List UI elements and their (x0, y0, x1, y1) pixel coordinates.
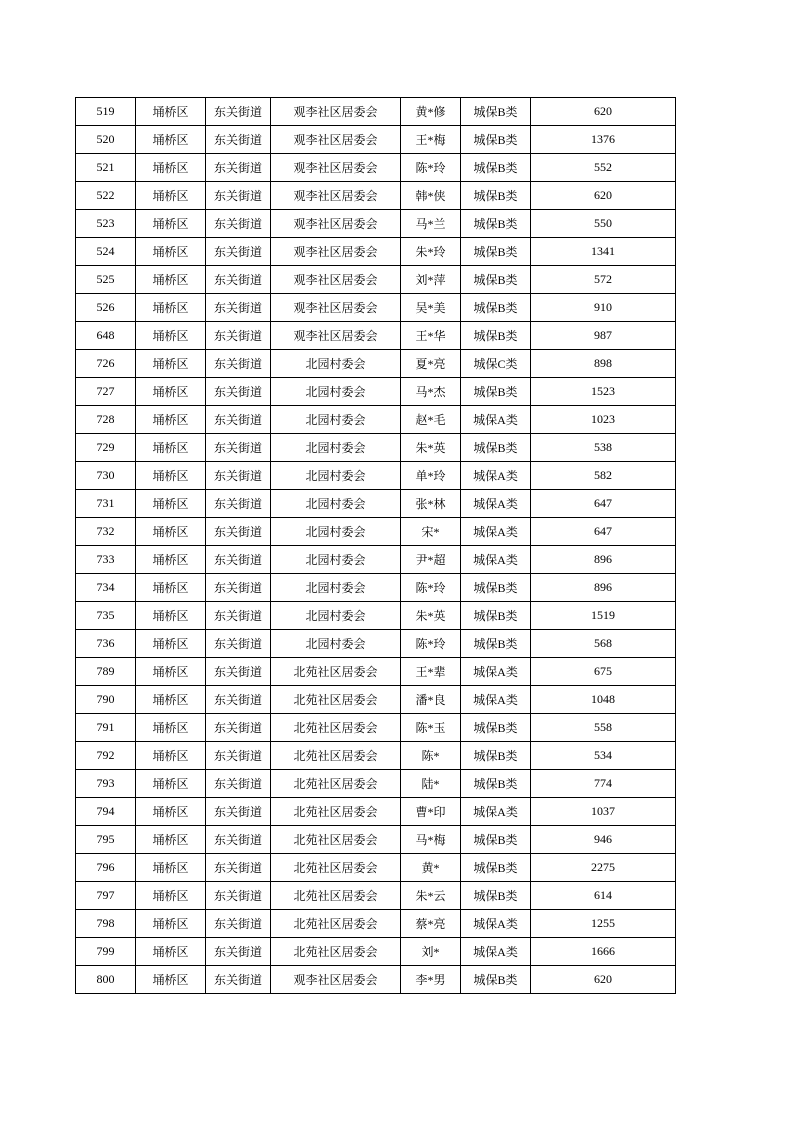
table-cell: 东关街道 (206, 546, 271, 574)
table-cell: 城保B类 (461, 434, 531, 462)
table-cell: 埇桥区 (136, 266, 206, 294)
table-cell: 观李社区居委会 (271, 98, 401, 126)
table-row (76, 686, 676, 714)
table-cell: 572 (531, 266, 676, 294)
table-cell: 东关街道 (206, 826, 271, 854)
table-cell: 729 (76, 434, 136, 462)
table-cell: 王*华 (401, 322, 461, 350)
table-cell: 898 (531, 350, 676, 378)
table-cell: 东关街道 (206, 322, 271, 350)
table-cell: 523 (76, 210, 136, 238)
table-cell: 522 (76, 182, 136, 210)
table-cell: 北苑社区居委会 (271, 714, 401, 742)
table-cell: 陆* (401, 770, 461, 798)
table-cell: 552 (531, 154, 676, 182)
table-row (76, 574, 676, 602)
table-cell: 558 (531, 714, 676, 742)
table-cell: 北苑社区居委会 (271, 882, 401, 910)
table-cell: 东关街道 (206, 462, 271, 490)
table-cell: 799 (76, 938, 136, 966)
table-row (76, 770, 676, 798)
table-cell: 埇桥区 (136, 126, 206, 154)
table-cell: 城保B类 (461, 266, 531, 294)
table-cell: 埇桥区 (136, 154, 206, 182)
table-cell: 526 (76, 294, 136, 322)
table-cell: 埇桥区 (136, 826, 206, 854)
table-cell: 东关街道 (206, 602, 271, 630)
table-cell: 东关街道 (206, 882, 271, 910)
table-cell: 524 (76, 238, 136, 266)
table-cell: 730 (76, 462, 136, 490)
table-cell: 726 (76, 350, 136, 378)
table-cell: 城保A类 (461, 546, 531, 574)
table-cell: 896 (531, 574, 676, 602)
table-cell: 埇桥区 (136, 798, 206, 826)
table-cell: 北苑社区居委会 (271, 938, 401, 966)
table-cell: 东关街道 (206, 714, 271, 742)
table-cell: 727 (76, 378, 136, 406)
table-cell: 538 (531, 434, 676, 462)
table-cell: 观李社区居委会 (271, 182, 401, 210)
table-cell: 城保B类 (461, 742, 531, 770)
table-cell: 城保A类 (461, 406, 531, 434)
table-cell: 陈*玲 (401, 574, 461, 602)
table-row (76, 154, 676, 182)
table-row (76, 966, 676, 994)
table-cell: 马*兰 (401, 210, 461, 238)
table-cell: 夏*亮 (401, 350, 461, 378)
table-cell: 李*男 (401, 966, 461, 994)
table-cell: 北园村委会 (271, 378, 401, 406)
table-cell: 614 (531, 882, 676, 910)
table-cell: 埇桥区 (136, 378, 206, 406)
table-row (76, 434, 676, 462)
table-cell: 647 (531, 490, 676, 518)
table-cell: 796 (76, 854, 136, 882)
table-cell: 埇桥区 (136, 742, 206, 770)
table-cell: 987 (531, 322, 676, 350)
table-cell: 534 (531, 742, 676, 770)
table-cell: 519 (76, 98, 136, 126)
table-cell: 北园村委会 (271, 434, 401, 462)
table-cell: 埇桥区 (136, 546, 206, 574)
table-row (76, 658, 676, 686)
table-cell: 城保B类 (461, 882, 531, 910)
benefits-table (75, 97, 676, 994)
table-body (76, 98, 676, 994)
table-cell: 789 (76, 658, 136, 686)
table-cell: 埇桥区 (136, 854, 206, 882)
table-cell: 城保A类 (461, 798, 531, 826)
table-cell: 550 (531, 210, 676, 238)
table-cell: 王*辈 (401, 658, 461, 686)
table-row (76, 210, 676, 238)
table-cell: 张*林 (401, 490, 461, 518)
table-cell: 北苑社区居委会 (271, 686, 401, 714)
table-cell: 1037 (531, 798, 676, 826)
table-cell: 埇桥区 (136, 518, 206, 546)
table-cell: 城保C类 (461, 350, 531, 378)
table-cell: 埇桥区 (136, 630, 206, 658)
table-cell: 800 (76, 966, 136, 994)
table-cell: 陈*玲 (401, 630, 461, 658)
table-cell: 东关街道 (206, 770, 271, 798)
table-cell: 观李社区居委会 (271, 210, 401, 238)
table-cell: 北园村委会 (271, 406, 401, 434)
table-cell: 620 (531, 966, 676, 994)
table-cell: 东关街道 (206, 98, 271, 126)
table-cell: 埇桥区 (136, 98, 206, 126)
table-cell: 城保B类 (461, 98, 531, 126)
table-cell: 东关街道 (206, 490, 271, 518)
table-cell: 陈* (401, 742, 461, 770)
table-row (76, 602, 676, 630)
table-cell: 韩*侠 (401, 182, 461, 210)
table-row (76, 490, 676, 518)
table-cell: 1048 (531, 686, 676, 714)
table-cell: 黄* (401, 854, 461, 882)
table-cell: 733 (76, 546, 136, 574)
table-cell: 东关街道 (206, 434, 271, 462)
table-row (76, 294, 676, 322)
table-cell: 东关街道 (206, 126, 271, 154)
table-cell: 北园村委会 (271, 350, 401, 378)
table-cell: 946 (531, 826, 676, 854)
table-cell: 城保B类 (461, 826, 531, 854)
table-cell: 埇桥区 (136, 574, 206, 602)
table-row (76, 826, 676, 854)
table-cell: 北园村委会 (271, 462, 401, 490)
table-cell: 观李社区居委会 (271, 154, 401, 182)
table-cell: 东关街道 (206, 518, 271, 546)
table-cell: 东关街道 (206, 658, 271, 686)
table-cell: 东关街道 (206, 378, 271, 406)
table-cell: 东关街道 (206, 182, 271, 210)
table-cell: 埇桥区 (136, 434, 206, 462)
table-cell: 东关街道 (206, 910, 271, 938)
table-cell: 埇桥区 (136, 966, 206, 994)
table-cell: 城保B类 (461, 210, 531, 238)
table-cell: 734 (76, 574, 136, 602)
table-cell: 埇桥区 (136, 686, 206, 714)
table-cell: 城保A类 (461, 938, 531, 966)
table-cell: 793 (76, 770, 136, 798)
table-cell: 埇桥区 (136, 910, 206, 938)
table-row (76, 882, 676, 910)
table-cell: 北苑社区居委会 (271, 658, 401, 686)
table-cell: 东关街道 (206, 966, 271, 994)
table-cell: 城保B类 (461, 378, 531, 406)
table-cell: 521 (76, 154, 136, 182)
table-cell: 791 (76, 714, 136, 742)
table-cell: 埇桥区 (136, 602, 206, 630)
table-cell: 宋* (401, 518, 461, 546)
table-cell: 896 (531, 546, 676, 574)
table-cell: 埇桥区 (136, 294, 206, 322)
table-cell: 朱*英 (401, 602, 461, 630)
table-cell: 埇桥区 (136, 658, 206, 686)
table-cell: 北园村委会 (271, 518, 401, 546)
table-row (76, 546, 676, 574)
table-cell: 城保B类 (461, 322, 531, 350)
table-cell: 910 (531, 294, 676, 322)
table-cell: 城保B类 (461, 966, 531, 994)
table-cell: 城保A类 (461, 910, 531, 938)
table-cell: 城保B类 (461, 126, 531, 154)
table-cell: 曹*印 (401, 798, 461, 826)
table-cell: 731 (76, 490, 136, 518)
table-cell: 朱*英 (401, 434, 461, 462)
table-cell: 北苑社区居委会 (271, 826, 401, 854)
table-cell: 埇桥区 (136, 210, 206, 238)
table-cell: 城保B类 (461, 574, 531, 602)
table-cell: 东关街道 (206, 406, 271, 434)
table-cell: 埇桥区 (136, 350, 206, 378)
table-row (76, 182, 676, 210)
table-cell: 东关街道 (206, 938, 271, 966)
table-cell: 北园村委会 (271, 546, 401, 574)
table-cell: 埇桥区 (136, 938, 206, 966)
table-cell: 王*梅 (401, 126, 461, 154)
table-cell: 城保A类 (461, 658, 531, 686)
table-row (76, 630, 676, 658)
table-row (76, 322, 676, 350)
table-cell: 东关街道 (206, 798, 271, 826)
table-cell: 北园村委会 (271, 602, 401, 630)
table-row (76, 406, 676, 434)
table-cell: 东关街道 (206, 574, 271, 602)
table-cell: 北苑社区居委会 (271, 770, 401, 798)
table-cell: 城保B类 (461, 770, 531, 798)
table-cell: 798 (76, 910, 136, 938)
table-row (76, 518, 676, 546)
table-cell: 1023 (531, 406, 676, 434)
table-cell: 2275 (531, 854, 676, 882)
table-cell: 城保B类 (461, 238, 531, 266)
table-cell: 观李社区居委会 (271, 322, 401, 350)
table-row (76, 798, 676, 826)
table-cell: 埇桥区 (136, 490, 206, 518)
table-cell: 732 (76, 518, 136, 546)
table-cell: 735 (76, 602, 136, 630)
table-cell: 城保B类 (461, 154, 531, 182)
table-cell: 埇桥区 (136, 462, 206, 490)
table-cell: 北园村委会 (271, 574, 401, 602)
table-cell: 774 (531, 770, 676, 798)
table-cell: 东关街道 (206, 154, 271, 182)
table-cell: 观李社区居委会 (271, 238, 401, 266)
table-row (76, 266, 676, 294)
table-cell: 北园村委会 (271, 630, 401, 658)
table-cell: 城保B类 (461, 182, 531, 210)
table-cell: 尹*超 (401, 546, 461, 574)
table-cell: 朱*玲 (401, 238, 461, 266)
table-cell: 520 (76, 126, 136, 154)
table-cell: 736 (76, 630, 136, 658)
table-row (76, 910, 676, 938)
table-row (76, 462, 676, 490)
table-row (76, 238, 676, 266)
table-row (76, 350, 676, 378)
table-cell: 城保A类 (461, 490, 531, 518)
table-cell: 北园村委会 (271, 490, 401, 518)
table-cell: 东关街道 (206, 854, 271, 882)
table-cell: 观李社区居委会 (271, 266, 401, 294)
table-cell: 东关街道 (206, 266, 271, 294)
table-cell: 582 (531, 462, 676, 490)
table-cell: 城保B类 (461, 294, 531, 322)
table-cell: 北苑社区居委会 (271, 854, 401, 882)
table-cell: 1341 (531, 238, 676, 266)
table-cell: 794 (76, 798, 136, 826)
table-cell: 刘* (401, 938, 461, 966)
table-cell: 埇桥区 (136, 882, 206, 910)
table-cell: 1376 (531, 126, 676, 154)
table-cell: 埇桥区 (136, 770, 206, 798)
table-cell: 北苑社区居委会 (271, 910, 401, 938)
table-cell: 陈*玲 (401, 154, 461, 182)
table-cell: 北苑社区居委会 (271, 798, 401, 826)
table-cell: 东关街道 (206, 294, 271, 322)
table-cell: 潘*良 (401, 686, 461, 714)
table-cell: 1519 (531, 602, 676, 630)
table-cell: 朱*云 (401, 882, 461, 910)
table-cell: 东关街道 (206, 350, 271, 378)
table-cell: 728 (76, 406, 136, 434)
table-cell: 795 (76, 826, 136, 854)
table-cell: 陈*玉 (401, 714, 461, 742)
table-cell: 观李社区居委会 (271, 966, 401, 994)
table-cell: 观李社区居委会 (271, 126, 401, 154)
table-cell: 城保B类 (461, 602, 531, 630)
table-cell: 城保A类 (461, 462, 531, 490)
table-cell: 吴*美 (401, 294, 461, 322)
table-cell: 东关街道 (206, 742, 271, 770)
table-row (76, 98, 676, 126)
table-cell: 城保B类 (461, 714, 531, 742)
table-cell: 790 (76, 686, 136, 714)
table-cell: 东关街道 (206, 630, 271, 658)
table-cell: 525 (76, 266, 136, 294)
table-cell: 马*杰 (401, 378, 461, 406)
table-cell: 观李社区居委会 (271, 294, 401, 322)
table-row (76, 854, 676, 882)
table-cell: 埇桥区 (136, 238, 206, 266)
table-row (76, 378, 676, 406)
table-cell: 东关街道 (206, 686, 271, 714)
table-cell: 赵*毛 (401, 406, 461, 434)
table-row (76, 742, 676, 770)
table-cell: 刘*萍 (401, 266, 461, 294)
table-cell: 埇桥区 (136, 322, 206, 350)
table-cell: 620 (531, 182, 676, 210)
table-cell: 1255 (531, 910, 676, 938)
table-cell: 675 (531, 658, 676, 686)
table-cell: 城保A类 (461, 518, 531, 546)
table-cell: 647 (531, 518, 676, 546)
table-cell: 568 (531, 630, 676, 658)
table-row (76, 126, 676, 154)
table-cell: 北苑社区居委会 (271, 742, 401, 770)
table-cell: 797 (76, 882, 136, 910)
table-cell: 城保B类 (461, 854, 531, 882)
table-cell: 埇桥区 (136, 714, 206, 742)
table-cell: 城保A类 (461, 686, 531, 714)
table-cell: 埇桥区 (136, 406, 206, 434)
table-cell: 蔡*亮 (401, 910, 461, 938)
table-row (76, 714, 676, 742)
table-cell: 埇桥区 (136, 182, 206, 210)
table-cell: 黄*修 (401, 98, 461, 126)
table-cell: 1666 (531, 938, 676, 966)
table-cell: 1523 (531, 378, 676, 406)
table-cell: 东关街道 (206, 238, 271, 266)
table-cell: 620 (531, 98, 676, 126)
table-cell: 东关街道 (206, 210, 271, 238)
table-row (76, 938, 676, 966)
table-cell: 单*玲 (401, 462, 461, 490)
table-cell: 马*梅 (401, 826, 461, 854)
table-cell: 城保B类 (461, 630, 531, 658)
table-cell: 648 (76, 322, 136, 350)
table-cell: 792 (76, 742, 136, 770)
